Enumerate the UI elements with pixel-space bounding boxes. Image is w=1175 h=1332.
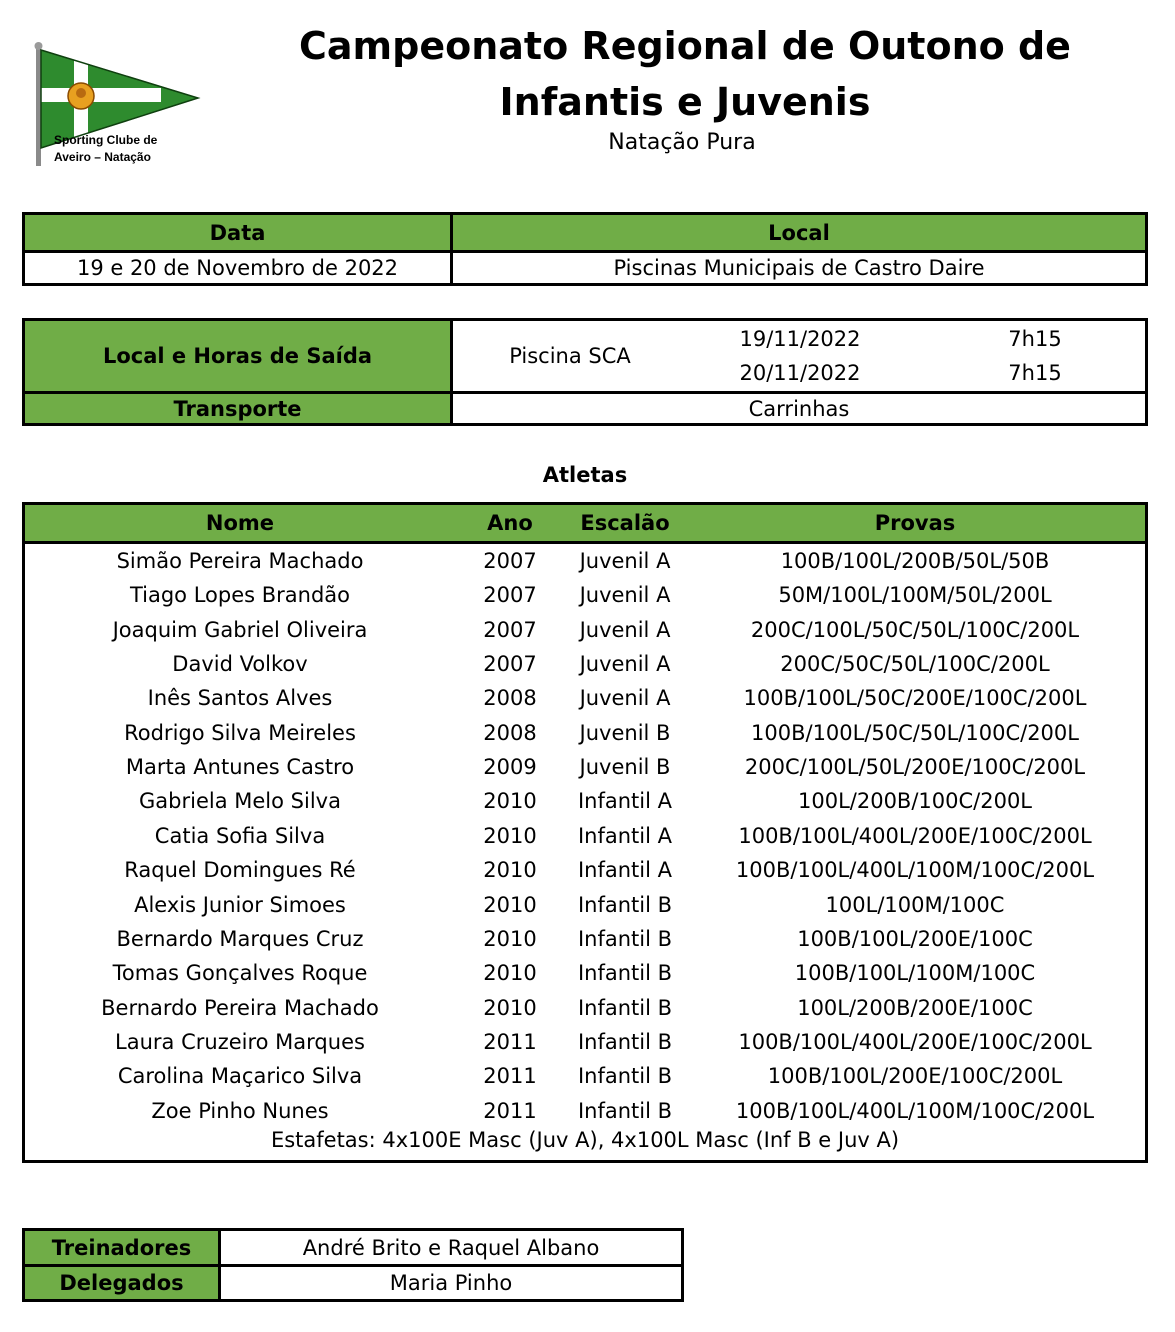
athlete-name: Rodrigo Silva Meireles bbox=[124, 720, 356, 745]
table-row bbox=[25, 578, 1145, 612]
table-row bbox=[25, 647, 1145, 681]
header-events: Provas bbox=[874, 511, 956, 535]
athlete-year: 2010 bbox=[483, 995, 537, 1020]
athletes-header-row bbox=[25, 505, 1145, 541]
header-name: Nome bbox=[205, 511, 275, 535]
delegates-value: Maria Pinho bbox=[389, 1271, 513, 1295]
athlete-year: 2011 bbox=[483, 1064, 537, 1089]
athlete-level: Juvenil B bbox=[579, 720, 671, 745]
table-row bbox=[25, 888, 1145, 922]
logo-text-line2: Aveiro – Natação bbox=[54, 150, 151, 164]
athlete-year: 2010 bbox=[483, 789, 537, 814]
day1-date: 19/11/2022 bbox=[739, 327, 861, 351]
delegates-label: Delegados bbox=[25, 1267, 218, 1299]
athlete-events: 100B/100L/400L/100M/100C/200L bbox=[735, 858, 1095, 883]
athlete-events: 100L/100M/100C bbox=[825, 892, 1005, 917]
athlete-name: David Volkov bbox=[172, 652, 308, 677]
athlete-level: Infantil B bbox=[577, 1029, 673, 1054]
athlete-level: Infantil A bbox=[577, 789, 673, 814]
departure-place: Piscina SCA bbox=[509, 344, 631, 368]
transport-value: Carrinhas bbox=[748, 396, 850, 421]
athlete-level: Juvenil A bbox=[579, 583, 671, 608]
athlete-events: 100B/100L/200E/100C/200L bbox=[767, 1064, 1063, 1089]
athlete-name: Gabriela Melo Silva bbox=[139, 789, 341, 814]
table-row bbox=[25, 922, 1145, 956]
table-row bbox=[25, 784, 1145, 818]
athlete-year: 2010 bbox=[483, 858, 537, 883]
table-row bbox=[25, 1025, 1145, 1059]
athlete-name: Inês Santos Alves bbox=[147, 686, 333, 711]
transport-label: Transporte bbox=[25, 394, 450, 423]
athlete-name: Joaquim Gabriel Oliveira bbox=[112, 617, 368, 642]
athletes-title: Atletas bbox=[542, 463, 628, 487]
table-row bbox=[25, 750, 1145, 784]
athlete-level: Infantil B bbox=[577, 926, 673, 951]
departure-label: Local e Horas de Saída bbox=[25, 321, 450, 391]
athlete-level: Infantil B bbox=[577, 961, 673, 986]
table-row bbox=[25, 956, 1145, 990]
athlete-name: Laura Cruzeiro Marques bbox=[115, 1029, 365, 1054]
table-row bbox=[25, 716, 1145, 750]
athlete-name: Alexis Junior Simoes bbox=[134, 892, 346, 917]
athlete-level: Infantil B bbox=[577, 892, 673, 917]
athlete-events: 100B/100L/200B/50L/50B bbox=[780, 549, 1050, 573]
athlete-level: Infantil A bbox=[577, 823, 673, 848]
logo-text-line1: Sporting Clube de bbox=[54, 133, 158, 147]
athlete-year: 2008 bbox=[483, 720, 537, 745]
athlete-year: 2010 bbox=[483, 961, 537, 986]
athlete-year: 2011 bbox=[483, 1029, 537, 1054]
athlete-events: 100B/100L/50C/50L/100C/200L bbox=[751, 720, 1079, 745]
athlete-level: Juvenil A bbox=[579, 549, 671, 573]
athlete-name: Zoe Pinho Nunes bbox=[151, 1098, 329, 1123]
coaches-value: André Brito e Raquel Albano bbox=[302, 1235, 600, 1260]
day2-time: 7h15 bbox=[1008, 361, 1062, 385]
relays-text: Estafetas: 4x100E Masc (Juv A), 4x100L Masc (Inf B e Juv A) bbox=[270, 1128, 900, 1152]
day2-date: 20/11/2022 bbox=[739, 361, 861, 385]
table-row bbox=[25, 544, 1145, 578]
table-row bbox=[25, 1094, 1145, 1128]
place-value: Piscinas Municipais de Castro Daire bbox=[613, 256, 985, 280]
athlete-year: 2011 bbox=[483, 1098, 537, 1123]
athlete-year: 2010 bbox=[483, 823, 537, 848]
athlete-level: Infantil B bbox=[577, 1098, 673, 1123]
athlete-level: Juvenil B bbox=[579, 755, 671, 780]
athlete-events: 100B/100L/200E/100C bbox=[797, 926, 1033, 951]
athlete-year: 2010 bbox=[483, 892, 537, 917]
athletes-table bbox=[22, 502, 1148, 1163]
header-level: Escalão bbox=[580, 511, 670, 535]
club-logo bbox=[26, 40, 206, 175]
athlete-events: 100L/200B/200E/100C bbox=[797, 995, 1033, 1020]
athlete-name: Tomas Gonçalves Roque bbox=[112, 961, 368, 986]
athlete-year: 2009 bbox=[483, 755, 537, 780]
athlete-events: 100B/100L/400L/200E/100C/200L bbox=[738, 1029, 1092, 1054]
date-label: Data bbox=[25, 215, 450, 250]
athlete-level: Juvenil A bbox=[579, 617, 671, 642]
athlete-year: 2007 bbox=[483, 652, 537, 677]
athlete-year: 2007 bbox=[483, 617, 537, 642]
athlete-level: Infantil A bbox=[577, 858, 673, 883]
page-subtitle: Natação Pura bbox=[608, 130, 756, 155]
athlete-name: Catia Sofia Silva bbox=[154, 823, 326, 848]
athlete-events: 200C/100L/50C/50L/100C/200L bbox=[750, 617, 1080, 642]
athlete-events: 100B/100L/400L/200E/100C/200L bbox=[738, 823, 1092, 848]
athlete-name: Raquel Domingues Ré bbox=[124, 858, 356, 883]
athlete-events: 100L/200B/100C/200L bbox=[797, 789, 1033, 814]
athlete-name: Bernardo Pereira Machado bbox=[101, 995, 379, 1020]
athlete-name: Bernardo Marques Cruz bbox=[116, 926, 364, 951]
date-value: 19 e 20 de Novembro de 2022 bbox=[76, 256, 399, 280]
table-row bbox=[25, 819, 1145, 853]
athlete-events: 200C/50C/50L/100C/200L bbox=[780, 652, 1050, 677]
page-title: Campeonato Regional de Outono de Infantis e Juvenis bbox=[299, 24, 1071, 124]
athlete-name: Tiago Lopes Brandão bbox=[129, 583, 351, 608]
athlete-events: 200C/100L/50L/200E/100C/200L bbox=[744, 755, 1086, 780]
athlete-name: Marta Antunes Castro bbox=[125, 755, 355, 780]
athlete-level: Juvenil A bbox=[579, 686, 671, 711]
staff-table bbox=[22, 1228, 684, 1302]
table-row bbox=[25, 1059, 1145, 1093]
day1-time: 7h15 bbox=[1008, 327, 1062, 351]
table-row bbox=[25, 681, 1145, 715]
athlete-name: Simão Pereira Machado bbox=[116, 549, 364, 573]
header-year: Ano bbox=[487, 511, 533, 535]
athlete-year: 2008 bbox=[483, 686, 537, 711]
athlete-level: Infantil B bbox=[577, 995, 673, 1020]
coaches-label: Treinadores bbox=[25, 1231, 218, 1264]
athlete-year: 2010 bbox=[483, 926, 537, 951]
athlete-level: Infantil B bbox=[577, 1064, 673, 1089]
athlete-events: 100B/100L/100M/100C bbox=[794, 961, 1036, 986]
place-label: Local bbox=[453, 215, 1145, 250]
athlete-year: 2007 bbox=[483, 549, 537, 573]
athlete-name: Carolina Maçarico Silva bbox=[117, 1064, 363, 1089]
athlete-events: 100B/100L/50C/200E/100C/200L bbox=[743, 686, 1087, 711]
table-row bbox=[25, 991, 1145, 1025]
athlete-events: 50M/100L/100M/50L/200L bbox=[778, 583, 1052, 608]
athlete-level: Juvenil A bbox=[579, 652, 671, 677]
departure-table bbox=[22, 318, 1148, 426]
table-row bbox=[25, 853, 1145, 887]
athlete-year: 2007 bbox=[483, 583, 537, 608]
table-row bbox=[25, 613, 1145, 647]
event-info-table bbox=[22, 212, 1148, 286]
athlete-events: 100B/100L/400L/100M/100C/200L bbox=[735, 1098, 1095, 1123]
